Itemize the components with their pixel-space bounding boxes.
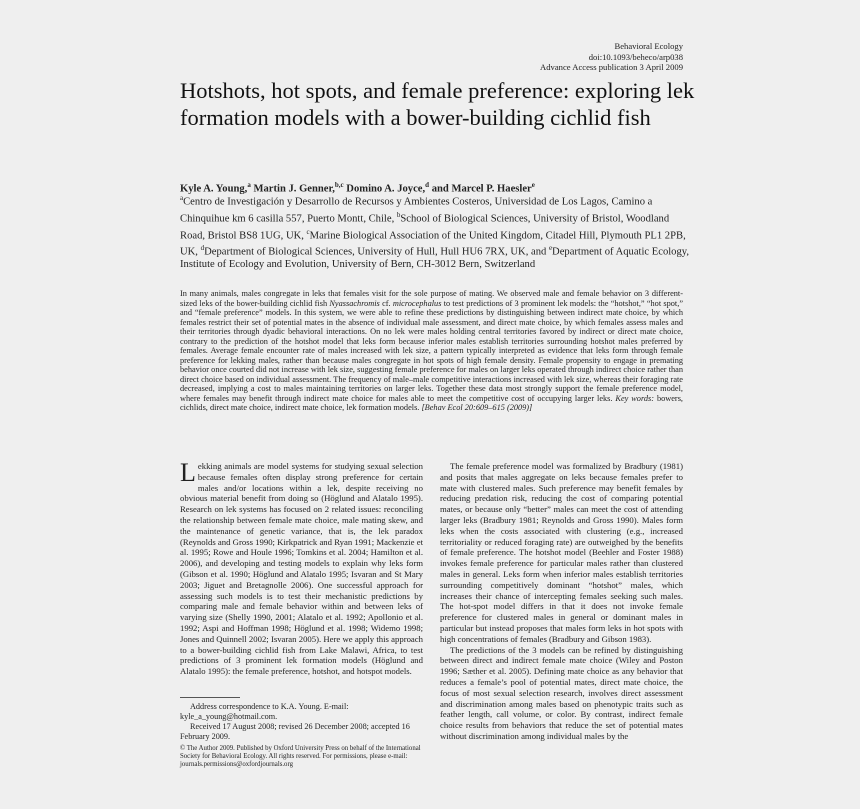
citation: [Behav Ecol 20:609–615 (2009)]: [421, 403, 533, 412]
affil-sup: a: [180, 194, 184, 202]
body-paragraph: [180, 458, 423, 677]
advance-access: Advance Access publication 3 April 2009: [540, 62, 683, 72]
doi: doi:10.1093/beheco/arp038: [588, 51, 683, 62]
journal-masthead: [540, 41, 683, 73]
correspondence: Address correspondence to K.A. Young. E-mail: kyle_a_young@hotmail.com.: [180, 702, 349, 721]
author-sup: e: [531, 181, 535, 189]
abstract-text: to test predictions of 3 prominent lek models: the “hotshot,” “hot spot,” and “female preference” models. In this system, we were able to refine these predictions by distinguishing between indirect mate choice, by which females restrict their set of potential mates in the absence of individual male assessment, and direct mate choice, by which females assess males and their territories through dyadic behavioral interactions. On no lek were males holding central territories favored by indirect or direct mate choice, contrary to the prediction of the hotshot model that leks form because inferior males establish territories surrounding hotshot males preferred by females. Average female encounter rate of males increased with lek size, a pattern typically interpreted as evidence that leks form through female preference for lekking males, rather than because males congregate in hot spots of high female density. Female propensity to engage in premating behavior once courted did not increase with lek size, suggesting female preference for males on larger leks operated through indirect choice rather than direct choice based on individual assessment. The frequency of male–male competitive interactions increased with lek size, whereas their foraging rate decreased, implying a cost to males maintaining territories on larger leks. Together these data most strongly support the female preference model, where females may benefit through indirect mate choice for males able to meet the competitive cost of occupying larger leks.: [180, 298, 683, 403]
affil-sup: c: [306, 227, 310, 236]
affil-sup: b: [396, 210, 401, 219]
abstract-text: In many animals, males congregate in leks that females visit for the sole purpose of mating. We observed male and female behavior on 3 different-sized leks of the bower-building cichlid fish: [180, 289, 683, 308]
affiliation: Department of Biological Sciences, University of Hull, Hull HU6 7RX, UK, and: [204, 247, 549, 259]
body-column-left: [180, 458, 423, 677]
affiliation: School of Biological Sciences, University of Bristol, Woodland Road, Bristol BS8 1UG, UK,: [180, 213, 670, 242]
keywords: bowers, cichlids, direct mate choice, indirect mate choice, lek formation models.: [180, 393, 683, 412]
species-name: Nyassachromis: [329, 298, 380, 308]
affiliations: [180, 192, 690, 272]
species-name: microcephalus: [392, 298, 442, 308]
author-sup: d: [425, 181, 430, 189]
affil-sup: d: [200, 244, 205, 253]
received-dates: Received 17 August 2008; revised 26 December 2008; accepted 16 February 2009.: [180, 722, 410, 741]
author-sup: a: [247, 181, 251, 189]
author: Kyle A. Young,: [180, 183, 248, 195]
affiliation: Marine Biological Association of the United Kingdom, Citadel Hill, Plymouth PL1 2PB, UK,: [180, 230, 686, 259]
copyright: © The Author 2009. Published by Oxford University Press on behalf of the International Society for Behavioral Ecology. All rights reserved. For permissions, please e-mail: journals.permissions@oxfordjournals.org: [180, 745, 421, 769]
copyright-notice: [180, 745, 423, 770]
author: and Marcel P. Haesler: [431, 183, 532, 195]
affil-sup: e: [548, 244, 553, 253]
author: Martin J. Genner,: [253, 183, 335, 195]
body-paragraph: The female preference model was formalized by Bradbury (1981) and posits that males aggregate on leks because females prefer to mate with clustered males. Such preference may benefit females by reducing predation risk, reducing the cost of comparing potential mates, or because only “better” males can meet the cost of attending larger leks (Bradbury 1981; Reynolds and Gross 1990). Males form leks when the costs associated with clustering (e.g., increased territoriality or reduced foraging rate) are outweighed by the benefits of female preference. The hotshot model (Beehler and Foster 1988) invokes female preference for particular males rather than clustered males in general. Leks form when inferior males establish territories surrounding competitively dominant “hotshot” males, which increases their chance of intercepting females seeking such males. The hot-spot model differs in that it does not invoke female preference for clustered males in general or dominant males in particular but instead proposes that males form leks in hot spots with high concentrations of females (Bradbury and Gibson 1983).: [440, 461, 683, 644]
article-title: Hotshots, hot spots, and female preference: exploring lek formation models with a bower-building cichlid fish: [180, 78, 695, 130]
footnote-rule: [180, 697, 240, 698]
abstract: [180, 289, 683, 413]
body-paragraph: The predictions of the 3 models can be refined by distinguishing between direct and indirect female mate choice (Wiley and Poston 1996; Sæther et al. 2005). Defining mate choice as any behavior that reduces a female’s pool of potential mates, direct mate choice, the focus of most sexual selection research, involves direct assessment and discrimination among males based on phenotypic traits such as feather length, call volume, or color. By contrast, indirect female choice results from behaviors that reduce the set of potential mates without discrimination among individual males by the: [440, 644, 683, 741]
affiliation: Department of Aquatic Ecology, Institute of Ecology and Evolution, University of Bern, CH-3012 Bern, Switzerland: [180, 247, 690, 271]
affiliation: Centro de Investigación y Desarrollo de Recursos y Ambientes Costeros, Universidad de Los Lagos, Camino a Chinquihue km 6 casilla 557, Puerto Montt, Chile,: [180, 196, 653, 225]
keywords-label: Key words:: [615, 393, 655, 403]
body-column-right: [440, 461, 683, 742]
journal-name: Behavioral Ecology: [614, 41, 683, 51]
paragraph-text: ekking animals are model systems for studying sexual selection because females often display strong preference for certain males and/or locations within a lek, despite receiving no obvious material benefit from doing so (Höglund and Alatalo 1995). Research on lek systems has focused on 2 related issues: reconciling the relationship between female mate choice, male mating skew, and the maintenance of genetic variance, that is, the lek paradox (Reynolds and Gross 1990; Kirkpatrick and Ryan 1991; Mackenzie et al. 1995; Rowe and Houle 1996; Tomkins et al. 2004; Hamilton et al. 2006), and developing and testing models to explain why leks form (Gibson et al. 1990; Höglund and Alatalo 1995; Isvaran and St Mary 2003; Jiguet and Bretagnolle 2006). One successful approach for assessing such models is to test their mechanistic predictions by comparing male and female behavior within and between leks of varying size (Shelly 1990, 2001; Alatalo et al. 1992; Apollonio et al. 1992; Aspi and Hoffman 1998; Höglund et al. 1998; Widemo 1998; Jones and Quinnell 2002; Isvaran 2005). Here we apply this approach to a bower-building cichlid fish from Lake Malawi, Africa, to test predictions of 3 prominent lek formation models (Höglund and Alatalo 1995): the female preference, hotshot, and hotspot models.: [180, 461, 423, 677]
abstract-text: cf.: [379, 298, 393, 308]
correspondence-footnote: [180, 702, 423, 742]
author: Domino A. Joyce,: [346, 183, 426, 195]
author-sup: b,c: [334, 181, 344, 189]
drop-cap: L: [180, 458, 196, 487]
